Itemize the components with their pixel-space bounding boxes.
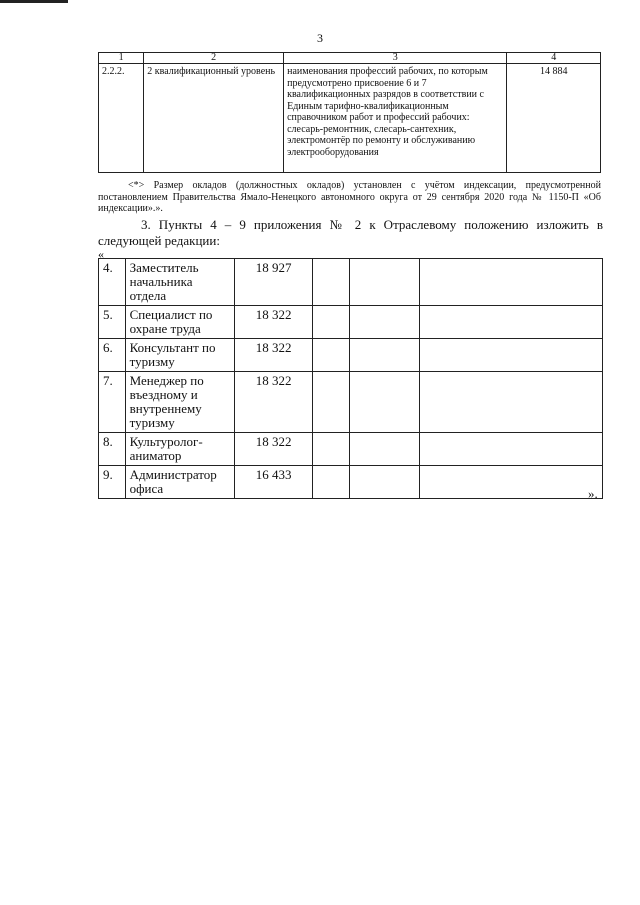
profession-description: наименования профессий рабочих, по которым предусмотрено присвоение 6 и 7 квалификационных разрядов в соответствии с Единым тарифно-квалификационным справочником работ и профессий рабочих: слесарь-ремонтник, слесарь-сантехник, электромонтёр по ремонту и обслуживанию электрооборудования (284, 64, 507, 173)
empty-cell (349, 433, 419, 466)
empty-cell (313, 433, 350, 466)
salary-value: 14 884 (507, 64, 601, 173)
salary-value: 18 322 (235, 372, 313, 433)
table-row (99, 466, 603, 499)
page-number: 3 (317, 31, 323, 45)
empty-cell (419, 306, 602, 339)
qualification-level: 2 квалификационный уровень (144, 64, 284, 173)
empty-cell (313, 306, 350, 339)
table-row (99, 433, 603, 466)
salary-value: 18 927 (235, 259, 313, 306)
closing-quote: ». (588, 486, 598, 501)
empty-cell (419, 372, 602, 433)
position-name: Менеджер по въездному и внутреннему туризму (125, 372, 235, 433)
salary-value: 16 433 (235, 466, 313, 499)
column-header: 2 (144, 53, 284, 64)
table-row (99, 259, 603, 306)
empty-cell (313, 339, 350, 372)
empty-cell (313, 466, 350, 499)
positions-table (98, 258, 603, 499)
empty-cell (349, 339, 419, 372)
row-number: 7. (99, 372, 126, 433)
footnote: <*> Размер окладов (должностных окладов) установлен с учётом индексации, предусмотренной постановлением Правительства Ямало-Ненецкого автономного округа от 29 сентября 2020 года № 1150-П «Об индексации».». (98, 180, 601, 214)
salary-value: 18 322 (235, 306, 313, 339)
position-name: Специалист по охране труда (125, 306, 235, 339)
column-header: 3 (284, 53, 507, 64)
row-number: 5. (99, 306, 126, 339)
empty-cell (313, 372, 350, 433)
column-header: 1 (99, 53, 144, 64)
empty-cell (349, 372, 419, 433)
empty-cell (419, 466, 602, 499)
empty-cell (419, 339, 602, 372)
row-number: 4. (99, 259, 126, 306)
position-name: Консультант по туризму (125, 339, 235, 372)
position-name: Заместитель начальника отдела (125, 259, 235, 306)
empty-cell (419, 433, 602, 466)
corner-mark (0, 0, 68, 3)
opening-quote: « (98, 247, 104, 261)
row-code: 2.2.2. (99, 64, 144, 173)
table-row (99, 339, 603, 372)
empty-cell (349, 306, 419, 339)
row-number: 8. (99, 433, 126, 466)
empty-cell (313, 259, 350, 306)
qualification-table (98, 52, 601, 173)
table-row (99, 372, 603, 433)
table-row (99, 64, 601, 173)
column-header: 4 (507, 53, 601, 64)
empty-cell (349, 259, 419, 306)
empty-cell (419, 259, 602, 306)
table-row (99, 306, 603, 339)
row-number: 9. (99, 466, 126, 499)
row-number: 6. (99, 339, 126, 372)
position-name: Культуролог-аниматор (125, 433, 235, 466)
salary-value: 18 322 (235, 339, 313, 372)
salary-value: 18 322 (235, 433, 313, 466)
table-header-row (99, 53, 601, 64)
empty-cell (349, 466, 419, 499)
position-name: Администратор офиса (125, 466, 235, 499)
amendment-paragraph: 3. Пункты 4 – 9 приложения № 2 к Отраслевому положению изложить в следующей редакции: (98, 217, 603, 248)
